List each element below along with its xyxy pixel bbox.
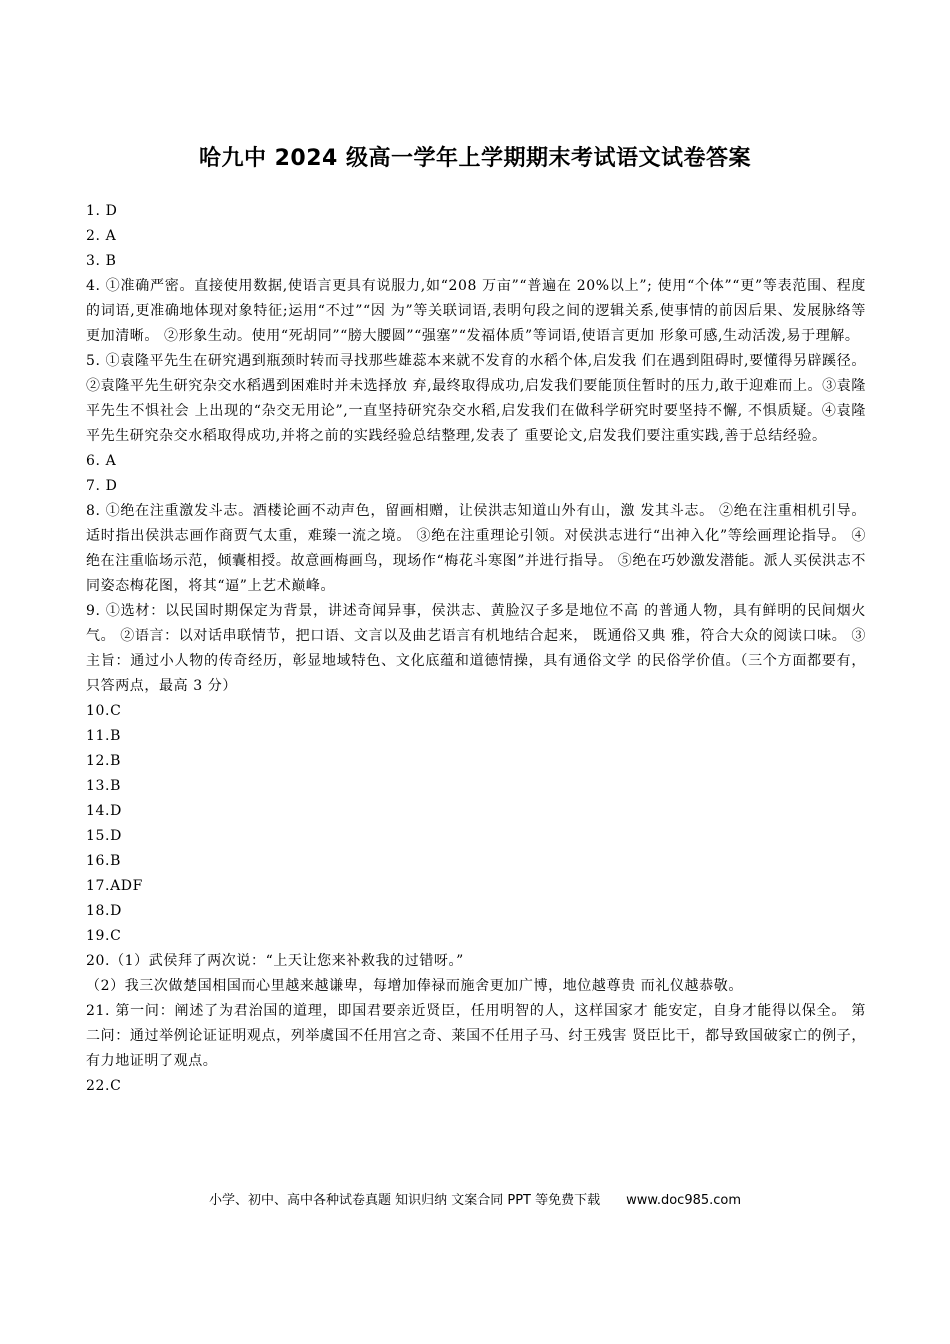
answer-item: 4. ①准确严密。直接使用数据,使语言更具有说服力,如“208 万亩”“普遍在 20%以上”; 使用“个体”“更”等表范围、程度的词语,更准确地体现对象特征;运用“不过”“因 为”等关联词语,表明句段之间的逻辑关系,使事情的前因后果、发展脉络等更加清晰。 ②形象生动。使用“死胡同”“膀大腰圆”“强塞”“发福体质”等词语,使语言更加 形象可感,生动活泼,易于理解。: [86, 278, 866, 344]
answer-item: 19.C: [86, 928, 122, 944]
answer-item: 10.C: [86, 703, 122, 719]
page-footer: [0, 1190, 950, 1212]
answer-item: 16.B: [86, 853, 121, 869]
answer-item: 2. A: [86, 228, 117, 244]
answer-item: 5. ①袁隆平先生在研究遇到瓶颈时转而寻找那些雄蕊本来就不发育的水稻个体,启发我 们在遇到阻碍时,要懂得另辟蹊径。②袁隆平先生研究杂交水稻遇到困难时并未选择放 弃,最终取得成功,启发我们要能顶住暂时的压力,敢于迎难而上。③袁隆平先生不惧社会 上出现的“杂交无用论”,一直坚持研究杂交水稻,启发我们在做科学研究时要坚持不懈, 不惧质疑。④袁隆平先生研究杂交水稻取得成功,并将之前的实践经验总结整理,发表了 重要论文,启发我们要注重实践,善于总结经验。: [86, 353, 866, 444]
answer-item: 9. ①选材：以民国时期保定为背景，讲述奇闻异事，侯洪志、黄脸汉子多是地位不高 的普通人物，具有鲜明的民间烟火气。 ②语言：以对话串联情节，把口语、文言以及曲艺语言有机地结合起来， 既通俗又典 雅，符合大众的阅读口味。 ③主旨：通过小人物的传奇经历，彰显地域特色、文化底蕴和道德情操，具有通俗文学 的民俗学价值。（三个方面都要有，只答两点，最高 3 分）: [86, 603, 866, 694]
answer-item: 11.B: [86, 728, 121, 744]
answer-item: 12.B: [86, 753, 121, 769]
answer-item: （2）我三次做楚国相国而心里越来越谦卑，每增加俸禄而施舍更加广博，地位越尊贵 而礼仪越恭敬。: [86, 978, 743, 994]
answer-item: 6. A: [86, 453, 117, 469]
footer-text: 小学、初中、高中各种试卷真题 知识归纳 文案合同 PPT 等免费下载: [208, 1193, 601, 1208]
answer-item: 17.ADF: [86, 878, 143, 894]
answer-item: 7. D: [86, 478, 118, 494]
answer-item: 8. ①绝在注重激发斗志。酒楼论画不动声色，留画相赠，让侯洪志知道山外有山，激 发其斗志。 ②绝在注重相机引导。适时指出侯洪志画作商贾气太重，难臻一流之境。 ③绝在注重理论引领。对侯洪志进行“出神入化”等绘画理论指导。 ④绝在注重临场示范，倾囊相授。故意画梅画鸟，现场作“梅花斗寒图”并进行指导。 ⑤绝在巧妙激发潜能。派人买侯洪志不同姿态梅花图，将其“逼”上艺术巅峰。: [86, 503, 866, 594]
page-title: 哈九中 2024 级高一学年上学期期末考试语文试卷答案: [198, 146, 752, 171]
answer-item: 21. 第一问：阐述了为君治国的道理，即国君要亲近贤臣，任用明智的人，这样国家才 能安定，自身才能得以保全。 第二问：通过举例论证证明观点，列举虞国不任用宫之奇、莱国不任用子马、纣王残害 贤臣比干，都导致国破家亡的例子，有力地证明了观点。: [86, 1003, 866, 1069]
answer-item: 22.C: [86, 1078, 122, 1094]
answer-item: 18.D: [86, 903, 122, 919]
answer-item: 20.（1）武侯拜了两次说：“上天让您来补救我的过错呀。”: [86, 953, 464, 969]
answer-item: 1. D: [86, 203, 118, 219]
answer-list: [86, 199, 866, 1099]
answer-item: 13.B: [86, 778, 121, 794]
answer-item: 15.D: [86, 828, 122, 844]
answer-item: 3. B: [86, 253, 117, 269]
answer-item: 14.D: [86, 803, 122, 819]
footer-site-link[interactable]: www.doc985.com: [626, 1193, 742, 1208]
